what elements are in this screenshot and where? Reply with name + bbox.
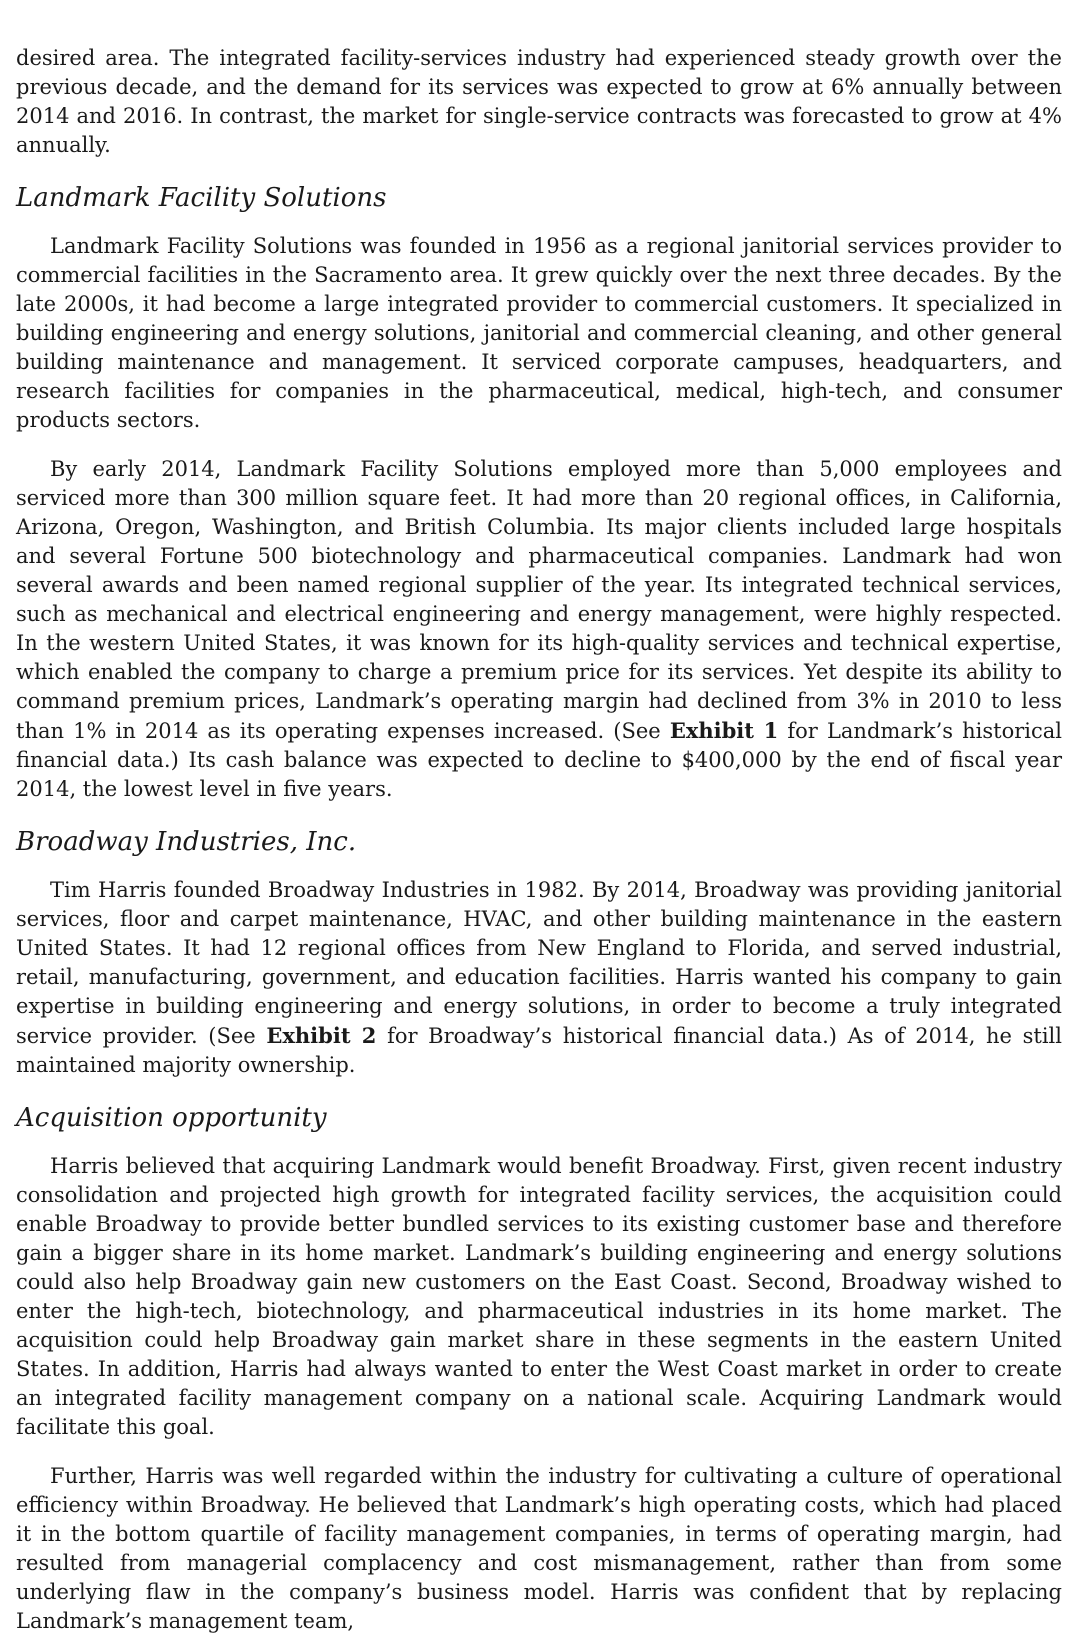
- exhibit-2-reference: Exhibit 2: [266, 1023, 377, 1048]
- exhibit-1-reference: Exhibit 1: [669, 718, 779, 743]
- intro-paragraph: desired area. The integrated facility-services industry had experienced steady growth over the previous decade, and the demand for its services was expected to grow at 6% annually between 2014 and 2016. In contrast, the market for single-service contracts was forecasted to grow at 4% annually.: [16, 46, 1062, 157]
- landmark-paragraph-2-text-a: By early 2014, Landmark Facility Solutions employed more than 5,000 employees and serviced more than 300 million square feet. It had more than 20 regional offices, in California, Arizona, Oregon, Washington, and British Columbia. Its major clients included large hospitals and several Fortune 500 biotechnology and pharmaceutical companies. Landmark had won several awards and been named regional supplier of the year. Its integrated technical services, such as mechanical and electrical engineering and energy management, were highly respected. In the western United States, it was known for its high-quality services and technical expertise, which enabled the company to charge a premium price for its services. Yet despite its ability to command premium prices, Landmark’s operating margin had declined from 3% in 2010 to less than 1% in 2014 as its operating expenses increased. (See: [16, 457, 1062, 743]
- landmark-paragraph-2: [16, 455, 1062, 804]
- broadway-paragraph-1-text-b: for Broadway’s historical financial data.) As of 2014, he still maintained majority ownership.: [16, 1024, 1062, 1077]
- landmark-paragraph-2-text-b: for Landmark’s historical financial data.) Its cash balance was expected to decline to $400,000 by the end of fiscal year 2014, the lowest level in five years.: [16, 719, 1062, 801]
- section-heading-acquisition: Acquisition opportunity: [16, 1103, 327, 1133]
- acquisition-paragraph-2: Further, Harris was well regarded within the industry for cultivating a culture of operational efficiency within Broadway. He believed that Landmark’s high operating costs, which had placed it in the bottom quartile of facility management companies, in terms of operating margin, had resulted from managerial complacency and cost mismanagement, rather than from some underlying flaw in the company’s business model. Harris was confident that by replacing Landmark’s management team,: [16, 1464, 1062, 1633]
- section-heading-landmark: Landmark Facility Solutions: [16, 183, 387, 213]
- broadway-paragraph-1-text-a: Tim Harris founded Broadway Industries in 1982. By 2014, Broadway was providing janitorial services, floor and carpet maintenance, HVAC, and other building maintenance in the eastern United States. It had 12 regional offices from New England to Florida, and served industrial, retail, manufacturing, government, and education facilities. Harris wanted his company to gain expertise in building engineering and energy solutions, in order to become a truly integrated service provider. (See: [16, 878, 1062, 1048]
- acquisition-paragraph-1: Harris believed that acquiring Landmark would benefit Broadway. First, given recent industry consolidation and projected high growth for integrated facility services, the acquisition could enable Broadway to provide better bundled services to its existing customer base and therefore gain a bigger share in its home market. Landmark’s building engineering and energy solutions could also help Broadway gain new customers on the East Coast. Second, Broadway wished to enter the high-tech, biotechnology, and pharmaceutical industries in its home market. The acquisition could help Broadway gain market share in these segments in the eastern United States. In addition, Harris had always wanted to enter the West Coast market in order to create an integrated facility management company on a national scale. Acquiring Landmark would facilitate this goal.: [16, 1154, 1062, 1439]
- document-page: [16, 44, 1062, 1636]
- section-heading-broadway: Broadway Industries, Inc.: [16, 827, 357, 857]
- landmark-paragraph-1: Landmark Facility Solutions was founded in 1956 as a regional janitorial services provider to commercial facilities in the Sacramento area. It grew quickly over the next three decades. By the late 2000s, it had become a large integrated provider to commercial customers. It specialized in building engineering and energy solutions, janitorial and commercial cleaning, and other general building maintenance and management. It serviced corporate campuses, headquarters, and research facilities for companies in the pharmaceutical, medical, high-tech, and consumer products sectors.: [16, 234, 1062, 432]
- broadway-paragraph-1: [16, 876, 1062, 1080]
